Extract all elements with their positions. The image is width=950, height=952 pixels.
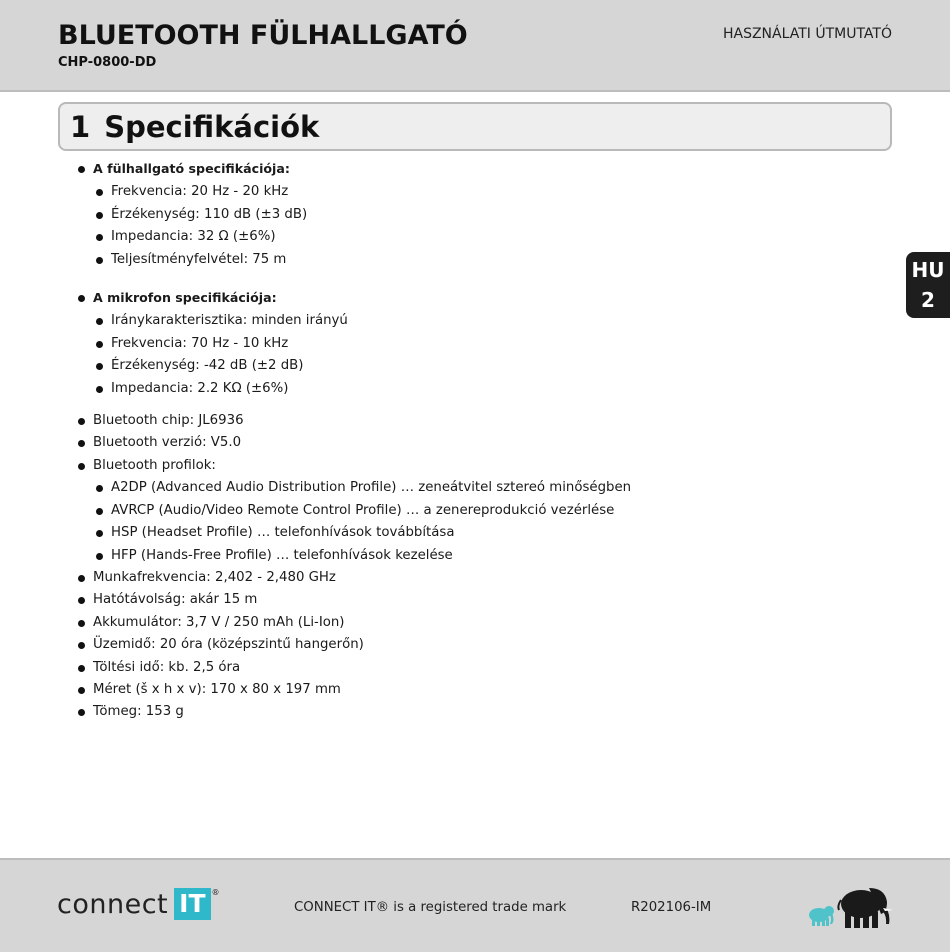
headphone-spec-heading: A fülhallgató specifikációja:	[93, 161, 290, 176]
list-item: Bluetooth chip: JL6936	[76, 410, 896, 432]
list-item: Hatótávolság: akár 15 m	[76, 589, 896, 611]
list-item: Tömeg: 153 g	[76, 701, 896, 723]
list-item: Töltési idő: kb. 2,5 óra	[76, 657, 896, 679]
list-item: Munkafrekvencia: 2,402 - 2,480 GHz	[76, 567, 896, 589]
list-item: Bluetooth verzió: V5.0	[76, 432, 896, 454]
logo-box: IT	[174, 888, 210, 920]
list-item: Iránykarakterisztika: minden irányú	[93, 310, 896, 332]
list-item: Impedancia: 2.2 KΩ (±6%)	[93, 378, 896, 400]
page-header	[0, 0, 950, 92]
page-footer	[0, 858, 950, 952]
bt-profiles-list	[93, 477, 896, 567]
product-model: CHP-0800-DD	[58, 55, 157, 70]
list-item: Méret (š x h x v): 170 x 80 x 197 mm	[76, 679, 896, 701]
list-item	[76, 287, 896, 400]
spec-list	[76, 158, 896, 724]
list-item: Impedancia: 32 Ω (±6%)	[93, 226, 896, 248]
product-title: BLUETOOTH FÜLHALLGATÓ	[58, 20, 468, 51]
section-heading	[58, 102, 892, 151]
big-elephant-icon	[838, 888, 889, 928]
list-item: HFP (Hands-Free Profile) … telefonhívások kezelése	[93, 545, 896, 567]
section-number: 1	[70, 109, 91, 144]
list-item: AVRCP (Audio/Video Remote Control Profile) … a zenereprodukció vezérlése	[93, 500, 896, 522]
small-elephant-icon	[809, 906, 834, 926]
headphone-spec-list	[93, 181, 896, 271]
manual-label: HASZNÁLATI ÚTMUTATÓ	[722, 26, 892, 42]
list-item: Teljesítményfelvétel: 75 m	[93, 249, 896, 271]
language-page-tab	[906, 252, 950, 318]
connect-it-logo	[57, 888, 220, 920]
page-number: 2	[921, 288, 935, 312]
list-item	[76, 158, 896, 271]
section-title: Specifikációk	[104, 109, 320, 144]
list-item: HSP (Headset Profile) … telefonhívások továbbítása	[93, 522, 896, 544]
microphone-spec-list	[93, 310, 896, 400]
logo-registered-mark: ®	[211, 888, 220, 897]
list-item: Frekvencia: 70 Hz - 10 kHz	[93, 333, 896, 355]
language-code: HU	[911, 258, 945, 282]
trademark-notice: CONNECT IT® is a registered trade mark	[294, 900, 567, 915]
list-item: Érzékenység: -42 dB (±2 dB)	[93, 355, 896, 377]
list-item: Üzemidő: 20 óra (középszintű hangerőn)	[76, 634, 896, 656]
list-item: Frekvencia: 20 Hz - 20 kHz	[93, 181, 896, 203]
elephants-icon	[803, 882, 895, 930]
document-code: R202106-IM	[631, 900, 712, 915]
list-item: Akkumulátor: 3,7 V / 250 mAh (Li-Ion)	[76, 612, 896, 634]
microphone-spec-heading: A mikrofon specifikációja:	[93, 290, 277, 306]
bt-profiles-heading: Bluetooth profilok:	[93, 457, 216, 473]
logo-text: connect	[57, 888, 169, 920]
spec-content	[76, 158, 896, 724]
list-item: A2DP (Advanced Audio Distribution Profile) … zeneátvitel sztereó minőségben	[93, 477, 896, 499]
list-item	[76, 455, 896, 567]
list-item: Érzékenység: 110 dB (±3 dB)	[93, 204, 896, 226]
